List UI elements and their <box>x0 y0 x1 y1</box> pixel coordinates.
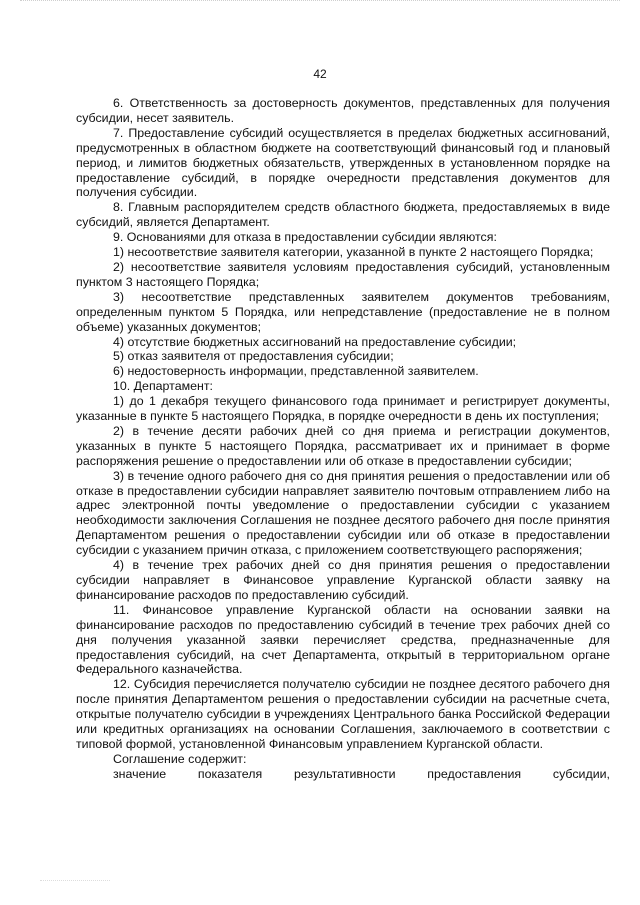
paragraph-financial-administration: 11. Финансовое управление Курганской области на основании заявки на финансирование расходов по предоставлению субсидий в течение трех рабочих дней со дня получения указанной заявки перечисляет средства, предназначенные для предоставления субсидий, на счет Департамента, открытый в территориальном органе Федерального казначейства. <box>76 602 610 677</box>
paragraph-department: 10. Департамент: <box>113 379 213 394</box>
document-body <box>76 96 610 782</box>
page-number: 42 <box>313 67 327 81</box>
paragraph-responsibility: 6. Ответственность за достоверность документов, представленных для получения субсидии, несет заявитель. <box>76 96 610 125</box>
list-item: 2) несоответствие заявителя условиям предоставления субсидий, установленным пунктом 3 настоящего Порядка; <box>76 259 610 289</box>
list-item: 5) отказ заявителя от предоставления субсидии; <box>113 349 394 364</box>
paragraph-main-administrator: 8. Главным распорядителем средств областного бюджета, предоставляемых в виде субсидий, является Департамент. <box>76 200 610 230</box>
scan-artifact-bottom <box>40 880 110 887</box>
paragraph-budget-provision: 7. Предоставление субсидий осуществляется в пределах бюджетных ассигнований, предусмотренных в областном бюджете на соответствующий финансовый год и плановый период, и лимитов бюджетных обязательств, утвержденных в установленном порядке на предоставление субсидий, в порядке очередности представления документов для получения субсидии. <box>76 125 610 200</box>
paragraph-subsidy-transfer: 12. Субсидия перечисляется получателю субсидии не позднее десятого рабочего дня после принятия Департаментом решения о предоставлении субсидии на расчетные счета, открытые получателю субсидии в учреждениях Центрального банка Российской Федерации или кредитных организациях на основании Соглашения, заключаемого в соответствии с типовой формой, установленной Финансовым управлением Курганской области. <box>76 677 610 751</box>
paragraph-refusal-grounds: 9. Основаниями для отказа в предоставлении субсидии являются: <box>113 230 497 245</box>
paragraph-agreement-contains: Соглашение содержит: <box>113 751 247 766</box>
list-item: 3) несоответствие представленных заявителем документов требованиям, определенным пунктом 5 Порядка, или непредставление (предоставление не в полном объеме) указанных документов; <box>76 289 610 334</box>
scan-artifact-top <box>20 0 620 7</box>
list-item: 6) недостоверность информации, представленной заявителем. <box>113 364 479 379</box>
paragraph-indicator-value: значение показателя результативности предоставления субсидии, <box>113 766 610 781</box>
list-item: 1) несоответствие заявителя категории, указанной в пункте 2 настоящего Порядка; <box>113 245 594 260</box>
list-item: 1) до 1 декабря текущего финансового года принимает и регистрирует документы, указанные в пункте 5 настоящего Порядка, в порядке очередности в день их поступления; <box>76 394 610 424</box>
list-item: 2) в течение десяти рабочих дней со дня приема и регистрации документов, указанных в пункте 5 настоящего Порядка, рассматривает их и принимает в форме распоряжения решение о предоставлении или об отказе в предоставлении субсидии; <box>76 423 610 468</box>
list-item: 4) в течение трех рабочих дней со дня принятия решения о предоставлении субсидии направляет в Финансовое управление Курганской области заявку на финансирование расходов по предоставлению субсидий. <box>76 558 610 602</box>
list-item: 3) в течение одного рабочего дня со дня принятия решения о предоставлении или об отказе в предоставлении субсидии направляет заявителю почтовым отправлением либо на адрес электронной почты уведомление о предоставлении субсидии с указанием необходимости заключения Соглашения не позднее десятого рабочего дня после принятия Департаментом решения о предоставлении субсидии или об отказе в предоставлении субсидии с указанием причин отказа, с приложением соответствующего распоряжения; <box>76 468 610 558</box>
list-item: 4) отсутствие бюджетных ассигнований на предоставление субсидии; <box>113 334 517 349</box>
